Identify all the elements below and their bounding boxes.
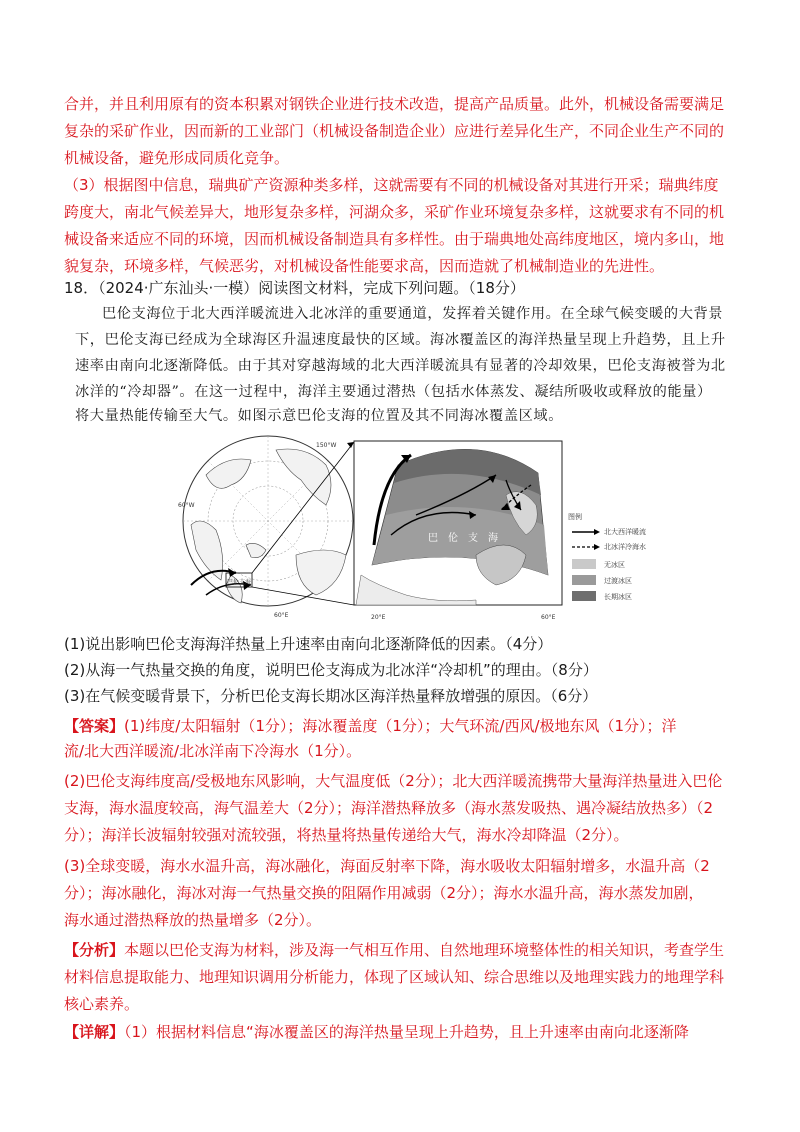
passage-line: 下，巴伦支海已经成为全球海区升温速度最快的区域。海冰覆盖区的海洋热量呈现上升趋势，且上升 — [75, 332, 726, 348]
lon-150w-label: 150°W — [316, 442, 337, 449]
passage-line: 将大量热能传输至大气。如图示意巴伦支海的位置及其不同海冰覆盖区域。 — [75, 408, 563, 424]
barents-large-label: 巴 伦 支 海 — [428, 533, 498, 544]
detail-text: （1）根据材料信息“海冰覆盖区的海洋热量呈现上升趋势，且上升速率由南向北逐渐降 — [124, 1023, 689, 1041]
legend-warm-current: 北大西洋暖流 — [604, 528, 646, 536]
prev-answer-line: 貌复杂，环境多样，气候恶劣，对机械设备性能要求高，因而造就了机械制造业的先进性。 — [64, 257, 665, 275]
answer-line-1 — [64, 716, 677, 736]
passage-line: 速率由南向北逐渐降低。由于其对穿越海域的北大西洋暖流具有显著的冷却效果，巴伦支海被誉为北 — [75, 358, 726, 374]
lon-60e-inset-label: 60°E — [541, 614, 556, 621]
prev-answer-line: 械设备来适应不同的环境，因而机械设备制造具有多样性。由于瑞典地处高纬度地区，境内多山，地 — [64, 230, 725, 248]
legend — [568, 512, 646, 601]
passage-line: 冰洋的“冷却器”。在这一过程中，海洋主要通过潜热（包括水体蒸发、凝结所吸收或释放的能量） — [75, 384, 712, 400]
prev-answer-line: 机械设备，避免形成同质化竞争。 — [64, 149, 290, 167]
analysis-text: 本题以巴伦支海为材料，涉及海一气相互作用、自然地理环境整体性的相关知识，考查学生 — [124, 941, 725, 959]
answer-3-line: (3)全球变暖，海水水温升高，海冰融化，海面反射率下降，海水吸收太阳辐射增多，水温升高（2 — [64, 857, 710, 875]
answer-1-line: 流/北大西洋暖流/北冰洋南下冷海水（1分）。 — [64, 742, 362, 760]
answer-3-line: 海水通过潜热释放的热量增多（2分）。 — [64, 911, 322, 929]
barents-inset-map — [354, 441, 562, 621]
analysis-line: 材料信息提取能力、地理知识调用分析能力，体现了区域认知、综合思维以及地理实践力的地理学科 — [64, 968, 725, 986]
legend-title: 图例 — [568, 513, 582, 521]
answer-2-line: 支海，海水温度较高，海气温差大（2分）；海洋潜热释放多（海水蒸发吸热、遇冷凝结放热多）（2 — [64, 799, 714, 817]
analysis-line: 核心素养。 — [64, 995, 140, 1013]
analysis-line-1 — [64, 940, 724, 960]
legend-long-term-ice: 长期冰区 — [604, 593, 632, 601]
answer-2-line: 分）；海洋长波辐射较强对流较强，将热量将热量传递给大气，海水冷却降温（2分）。 — [64, 826, 629, 844]
question-header: 18．（2024·广东汕头·一模）阅读图文材料，完成下列问题。（18分） — [64, 279, 525, 297]
answer-3-line: 分）；海冰融化，海冰对海一气热量交换的阻隔作用减弱（2分）；海水水温升高，海水蒸发加剧， — [64, 884, 704, 902]
map-figure-svg — [176, 435, 648, 623]
prev-answer-line: 合并，并且利用原有的资本积累对钢铁企业进行技术改造，提高产品质量。此外，机械设备需要满足 — [64, 95, 725, 113]
legend-ice-free: 无冰区 — [604, 561, 625, 569]
barents-small-label: 巴伦支海 — [227, 579, 252, 586]
prev-answer-line: （3）根据图中信息，瑞典矿产资源种类多样，这就需要有不同的机械设备对其进行开采；瑞典纬度 — [64, 176, 719, 194]
lon-20e-label: 20°E — [371, 614, 386, 621]
passage-line: 巴伦支海位于北大西洋暖流进入北冰洋的重要通道，发挥着关键作用。在全球气候变暖的大背景 — [102, 306, 724, 322]
lon-60w-label: 60°W — [178, 502, 195, 509]
barents-sea-figure — [176, 435, 648, 623]
detail-label: 【详解】 — [64, 1023, 125, 1041]
analysis-label: 【分析】 — [64, 941, 125, 959]
polar-globe — [178, 436, 353, 619]
sub-question-1: (1)说出影响巴伦支海海洋热量上升速率由南向北逐渐降低的因素。（4分） — [64, 635, 553, 653]
legend-cold-water: 北冰洋冷海水 — [604, 543, 646, 551]
prev-answer-line: 跨度大，南北气候差异大，地形复杂多样，河湖众多，采矿作业环境复杂多样，这就要求有不同的机 — [64, 203, 725, 221]
lon-60e-label: 60°E — [274, 612, 289, 619]
sub-question-2: (2)从海一气热量交换的角度，说明巴伦支海成为北冰洋“冷却机”的理由。（8分） — [64, 661, 598, 679]
answer-2-line: (2)巴伦支海纬度高/受极地东风影响，大气温度低（2分）；北大西洋暖流携带大量海洋热量进入巴伦 — [64, 772, 723, 790]
sub-question-3: (3)在气候变暖背景下，分析巴伦支海长期冰区海洋热量释放增强的原因。（6分） — [64, 687, 598, 705]
prev-answer-line: 复杂的采矿作业，因而新的工业部门（机械设备制造企业）应进行差异化生产，不同企业生产不同的 — [64, 122, 725, 140]
detail-line — [64, 1022, 689, 1042]
answer-1-text: (1)纬度/太阳辐射（1分）；海冰覆盖度（1分）；大气环流/西风/极地东风（1分）；洋 — [124, 717, 677, 735]
legend-transition-ice: 过渡冰区 — [604, 577, 632, 585]
answer-label: 【答案】 — [64, 717, 125, 735]
